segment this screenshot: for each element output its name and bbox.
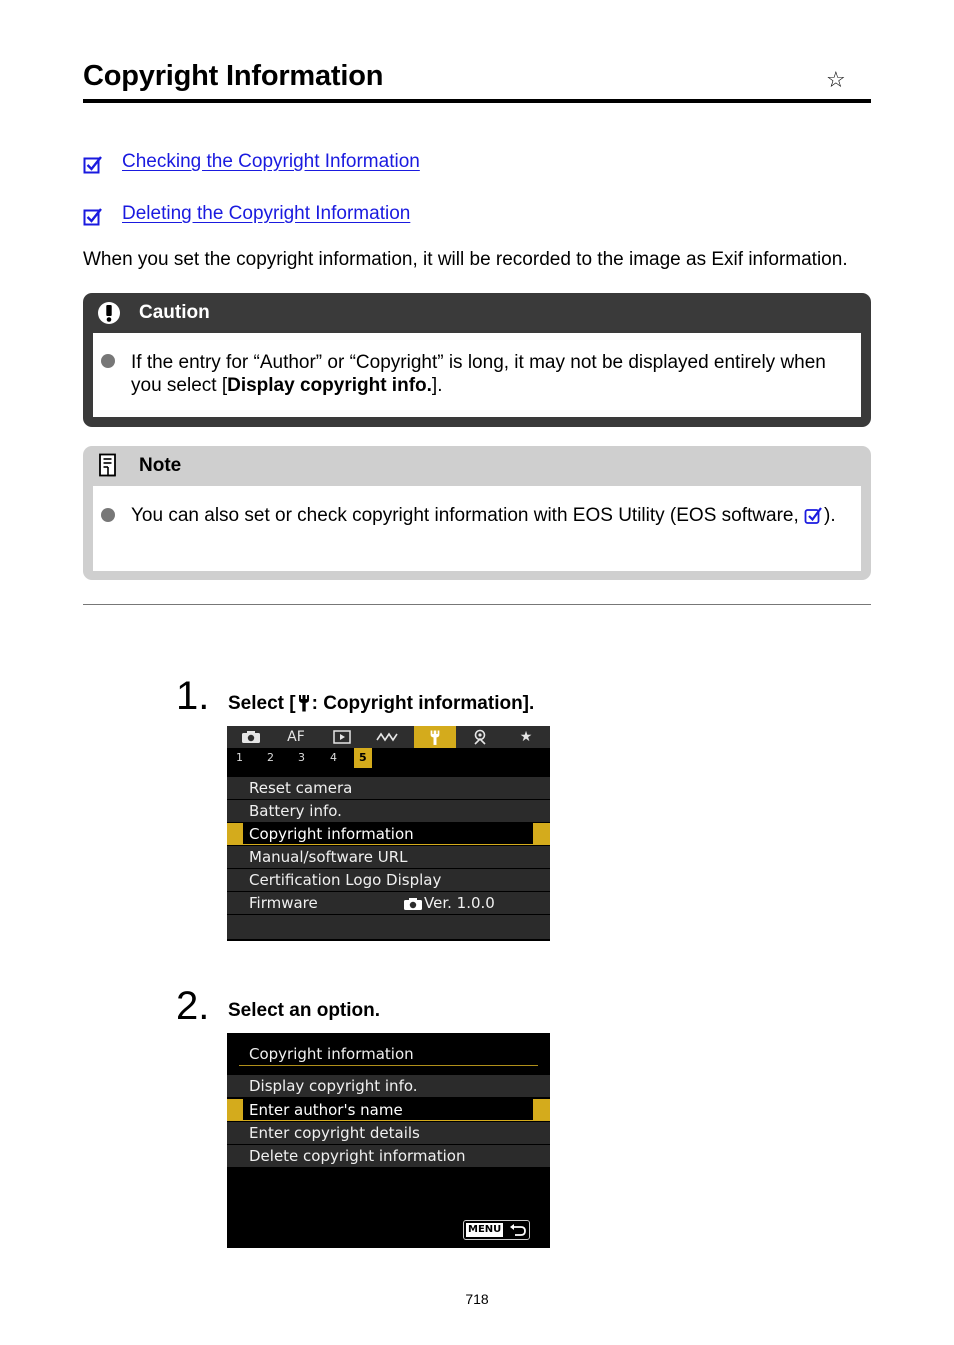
camera-menu-screen-2 (227, 1033, 550, 1248)
menu-item-copyright-information[interactable]: Copyright information (227, 823, 550, 845)
checkbox-link-icon (83, 206, 103, 226)
star-icon: ☆ (826, 68, 846, 93)
menu-item-empty (227, 915, 550, 939)
wrench-icon (296, 694, 312, 712)
page-title: Copyright Information (83, 60, 384, 92)
screen-heading: Copyright information (249, 1045, 414, 1063)
caution-icon (97, 301, 121, 325)
menu-item-reset-camera[interactable]: Reset camera (227, 777, 550, 799)
menu-back-button[interactable] (463, 1220, 530, 1240)
menu-subtab-bar (227, 748, 550, 770)
custom-tab-icon[interactable] (462, 726, 498, 748)
camera-icon (403, 897, 423, 911)
heading-underline (239, 1065, 538, 1066)
menu-item-manual-software-url[interactable]: Manual/software URL (227, 846, 550, 868)
camera-menu-screen-1 (227, 726, 550, 941)
firmware-version: Ver. 1.0.0 (424, 894, 495, 912)
menu-item-certification-logo[interactable]: Certification Logo Display (227, 869, 550, 891)
subtab-1[interactable]: 1 (236, 751, 243, 764)
section-divider (83, 604, 871, 605)
step-text: Select [ : Copyright information]. (228, 693, 535, 714)
note-text: You can also set or check copyright information with EOS Utility (EOS software, ). (131, 505, 836, 526)
subtab-4[interactable]: 4 (330, 751, 337, 764)
step-text: Select an option. (228, 1000, 381, 1021)
link-deleting-copyright[interactable] (83, 201, 410, 227)
subtab-2[interactable]: 2 (267, 751, 274, 764)
page-number: 718 (465, 1291, 489, 1307)
bullet-icon (101, 508, 115, 522)
camera-tab-icon[interactable] (233, 726, 269, 748)
link-label[interactable]: Deleting the Copyright Information (122, 203, 411, 224)
note-icon (97, 453, 119, 479)
external-link-icon[interactable] (804, 505, 824, 525)
note-body (93, 486, 861, 571)
subtab-3[interactable]: 3 (298, 751, 305, 764)
menu-item-firmware[interactable]: Firmware Ver. 1.0.0 (227, 892, 550, 914)
link-checking-copyright[interactable] (83, 149, 420, 175)
caution-box (83, 293, 871, 427)
option-enter-copyright-details[interactable]: Enter copyright details (227, 1122, 550, 1144)
return-arrow-icon (509, 1223, 527, 1237)
title-rule (83, 99, 871, 103)
subtab-5[interactable]: 5 (354, 748, 372, 768)
caution-header (83, 293, 871, 333)
my-menu-tab[interactable]: ★ (519, 729, 533, 745)
checkbox-link-icon (83, 154, 103, 174)
note-header (83, 446, 871, 486)
note-label: Note (139, 455, 182, 476)
step-number: 2. (176, 984, 210, 1028)
caution-text: If the entry for “Author” or “Copyright” is long, it may not be displayed entirely when you select [Display copyright info.]. (131, 352, 826, 396)
wireless-tab-icon[interactable] (370, 726, 406, 748)
caution-label: Caution (139, 302, 210, 323)
caution-body (93, 333, 861, 417)
menu-button-label: MENU (468, 1224, 502, 1235)
af-tab[interactable]: AF (287, 729, 305, 745)
menu-tab-bar (227, 726, 550, 748)
playback-tab-icon[interactable] (324, 726, 360, 748)
wrench-tab-icon[interactable] (414, 726, 456, 748)
intro-text: When you set the copyright information, it will be recorded to the image as Exif information. (83, 249, 848, 270)
option-display-copyright-info[interactable]: Display copyright info. (227, 1075, 550, 1097)
caution-text-bold: Display copyright info. (227, 375, 432, 396)
bullet-icon (101, 354, 115, 368)
step-number: 1. (176, 674, 210, 718)
option-delete-copyright-information[interactable]: Delete copyright information (227, 1145, 550, 1167)
note-box (83, 446, 871, 580)
option-enter-authors-name[interactable]: Enter author's name (227, 1099, 550, 1121)
link-label[interactable]: Checking the Copyright Information (122, 151, 420, 172)
menu-item-battery-info[interactable]: Battery info. (227, 800, 550, 822)
